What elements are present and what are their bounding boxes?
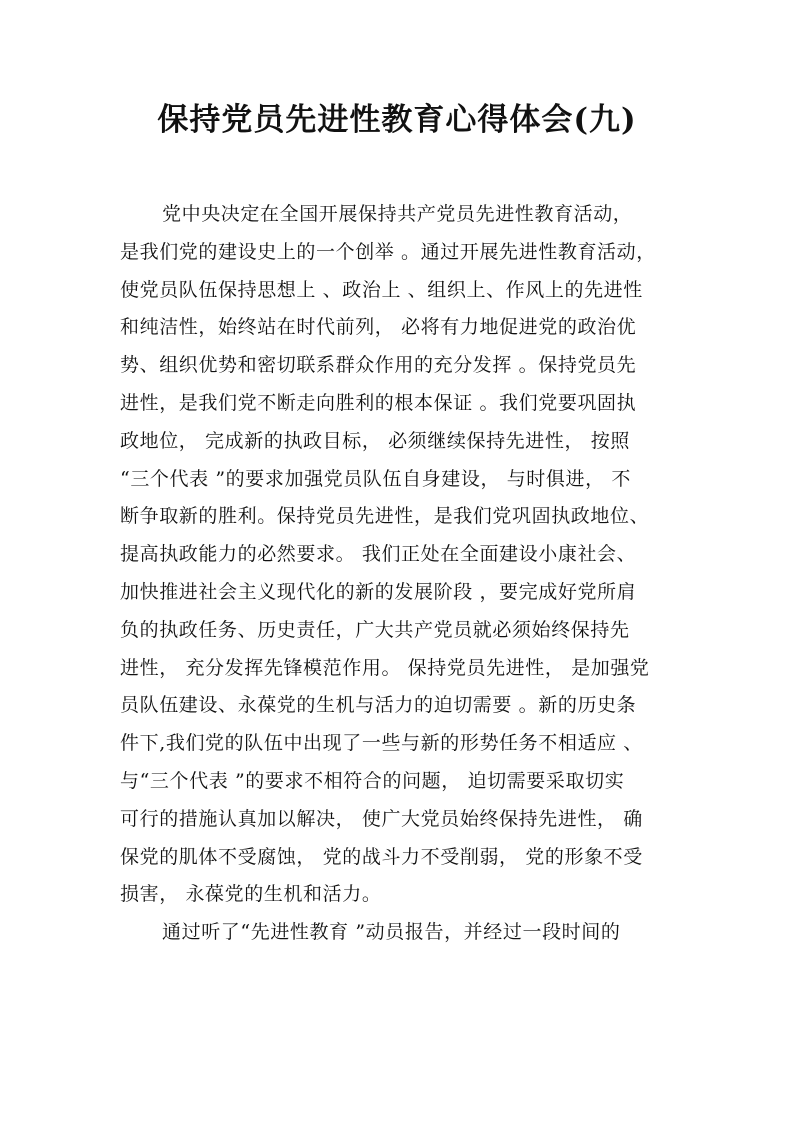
paragraph-line: 断争取新的胜利。保持党员先进性，是我们党巩固执政地位、 <box>120 505 650 528</box>
paragraph-line: 政地位， 完成新的执政目标， 必须继续保持先进性， 按照 <box>120 429 630 452</box>
paragraph-line: “三个代表 ”的要求加强党员队伍自身建设， 与时俱进， 不 <box>120 467 631 490</box>
paragraph-line: 加快推进社会主义现代化的新的发展阶段 ，要完成好党所肩 <box>120 580 637 603</box>
paragraph-line: 通过听了“先进性教育 ”动员报告，并经过一段时间的 <box>162 921 621 944</box>
paragraph-line: 保党的肌体不受腐蚀， 党的战斗力不受削弱， 党的形象不受 <box>120 845 643 868</box>
paragraph-line: 和纯洁性，始终站在时代前列， 必将有力地促进党的政治优 <box>120 316 637 339</box>
paragraph-line: 与“三个代表 ”的要求不相符合的问题， 迫切需要采取切实 <box>120 769 625 792</box>
paragraph-line: 使党员队伍保持思想上 、政治上 、组织上、作风上的先进性 <box>120 278 643 301</box>
paragraph-line: 党中央决定在全国开展保持共产党员先进性教育活动， <box>162 203 633 225</box>
paragraph-line: 可行的措施认真加以解决， 使广大党员始终保持先进性， 确 <box>120 807 643 830</box>
paragraph-line: 员队伍建设、永葆党的生机与活力的迫切需要 。新的历史条 <box>120 694 637 717</box>
paragraph-line: 进性，是我们党不断走向胜利的根本保证 。我们党要巩固执 <box>120 391 637 414</box>
paragraph-line: 势、组织优势和密切联系群众作用的充分发挥 。保持党员先 <box>120 354 637 377</box>
paragraph-line: 提高执政能力的必然要求。 我们正处在全面建设小康社会、 <box>120 543 637 566</box>
paragraph-line: 件下,我们党的队伍中出现了一些与新的形势任务不相适应 、 <box>120 732 643 755</box>
document-body <box>120 196 690 952</box>
paragraph-line: 进性， 充分发挥先锋模范作用。 保持党员先进性， 是加强党 <box>120 656 650 679</box>
paragraph-line: 损害， 永葆党的生机和活力。 <box>120 883 382 906</box>
paragraph-line: 是我们党的建设史上的一个创举 。通过开展先进性教育活动， <box>120 240 656 263</box>
document-title: 保持党员先进性教育心得体会(九) <box>157 102 637 138</box>
paragraph-line: 负的执政任务、历史责任，广大共产党员就必须始终保持先 <box>120 618 630 641</box>
